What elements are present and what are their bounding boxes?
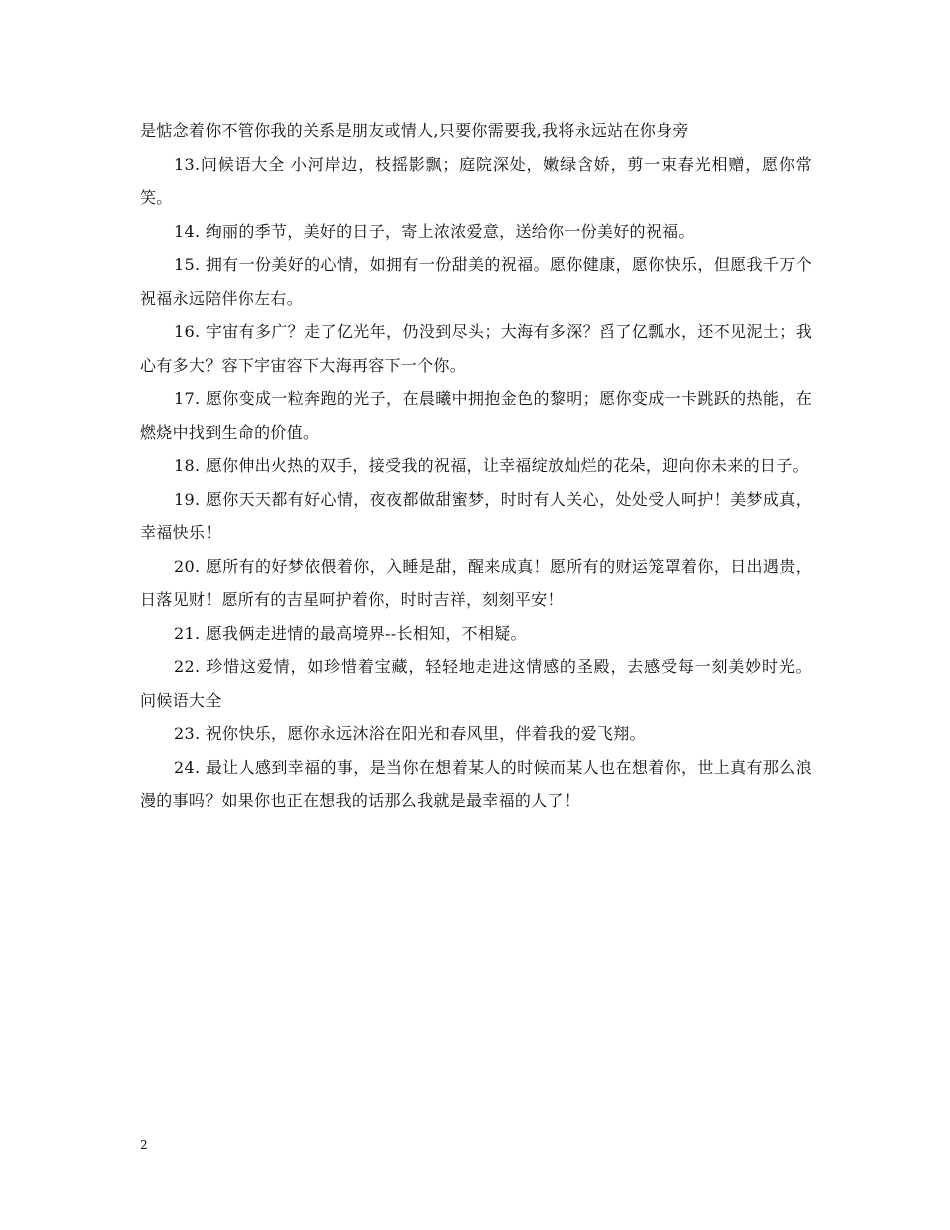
- page-number: 2: [140, 1138, 148, 1152]
- document-body: [140, 114, 812, 818]
- paragraph-item-20: 20. 愿所有的好梦依偎着你，入睡是甜，醒来成真！愿所有的财运笼罩着你，日出遇贵，日落见财！愿所有的吉星呵护着你，时时吉祥，刻刻平安！: [140, 556, 812, 609]
- paragraph-item-16: 16. 宇宙有多广？走了亿光年，仍没到尽头；大海有多深？舀了亿瓢水，还不见泥土；我心有多大？容下宇宙容下大海再容下一个你。: [140, 322, 812, 375]
- paragraph-item-23: 23. 祝你快乐，愿你永远沐浴在阳光和春风里，伴着我的爱飞翔。: [174, 724, 646, 743]
- paragraph-item-13: 13.问候语大全 小河岸边，枝摇影飘；庭院深处，嫩绿含娇，剪一束春光相赠，愿你常笑。: [140, 154, 812, 207]
- paragraph-continuation: 是惦念着你不管你我的关系是朋友或情人,只要你需要我,我将永远站在你身旁: [140, 121, 689, 140]
- paragraph-item-18: 18. 愿你伸出火热的双手，接受我的祝福，让幸福绽放灿烂的花朵，迎向你未来的日子。: [174, 456, 809, 475]
- paragraph-item-21: 21. 愿我俩走进情的最高境界--长相知，不相疑。: [174, 623, 527, 643]
- paragraph-item-15: 15. 拥有一份美好的心情，如拥有一份甜美的祝福。愿你健康，愿你快乐，但愿我千万个祝福永远陪伴你左右。: [140, 255, 812, 308]
- paragraph-item-22: 22. 珍惜这爱情，如珍惜着宝藏，轻轻地走进这情感的圣殿，去感受每一刻美妙时光。 问候语大全: [140, 657, 812, 710]
- paragraph-item-19: 19. 愿你天天都有好心情，夜夜都做甜蜜梦，时时有人关心，处处受人呵护！美梦成真，幸福快乐！: [140, 489, 812, 542]
- paragraph-item-14: 14. 绚丽的季节，美好的日子，寄上浓浓爱意，送给你一份美好的祝福。: [174, 221, 695, 241]
- paragraph-item-24: 24. 最让人感到幸福的事，是当你在想着某人的时候而某人也在想着你，世上真有那么浪漫的事吗？如果你也正在想我的话那么我就是最幸福的人了！: [140, 757, 812, 810]
- paragraph-item-17: 17. 愿你变成一粒奔跑的光子，在晨曦中拥抱金色的黎明；愿你变成一卡跳跃的热能，在燃烧中找到生命的价值。: [140, 389, 812, 442]
